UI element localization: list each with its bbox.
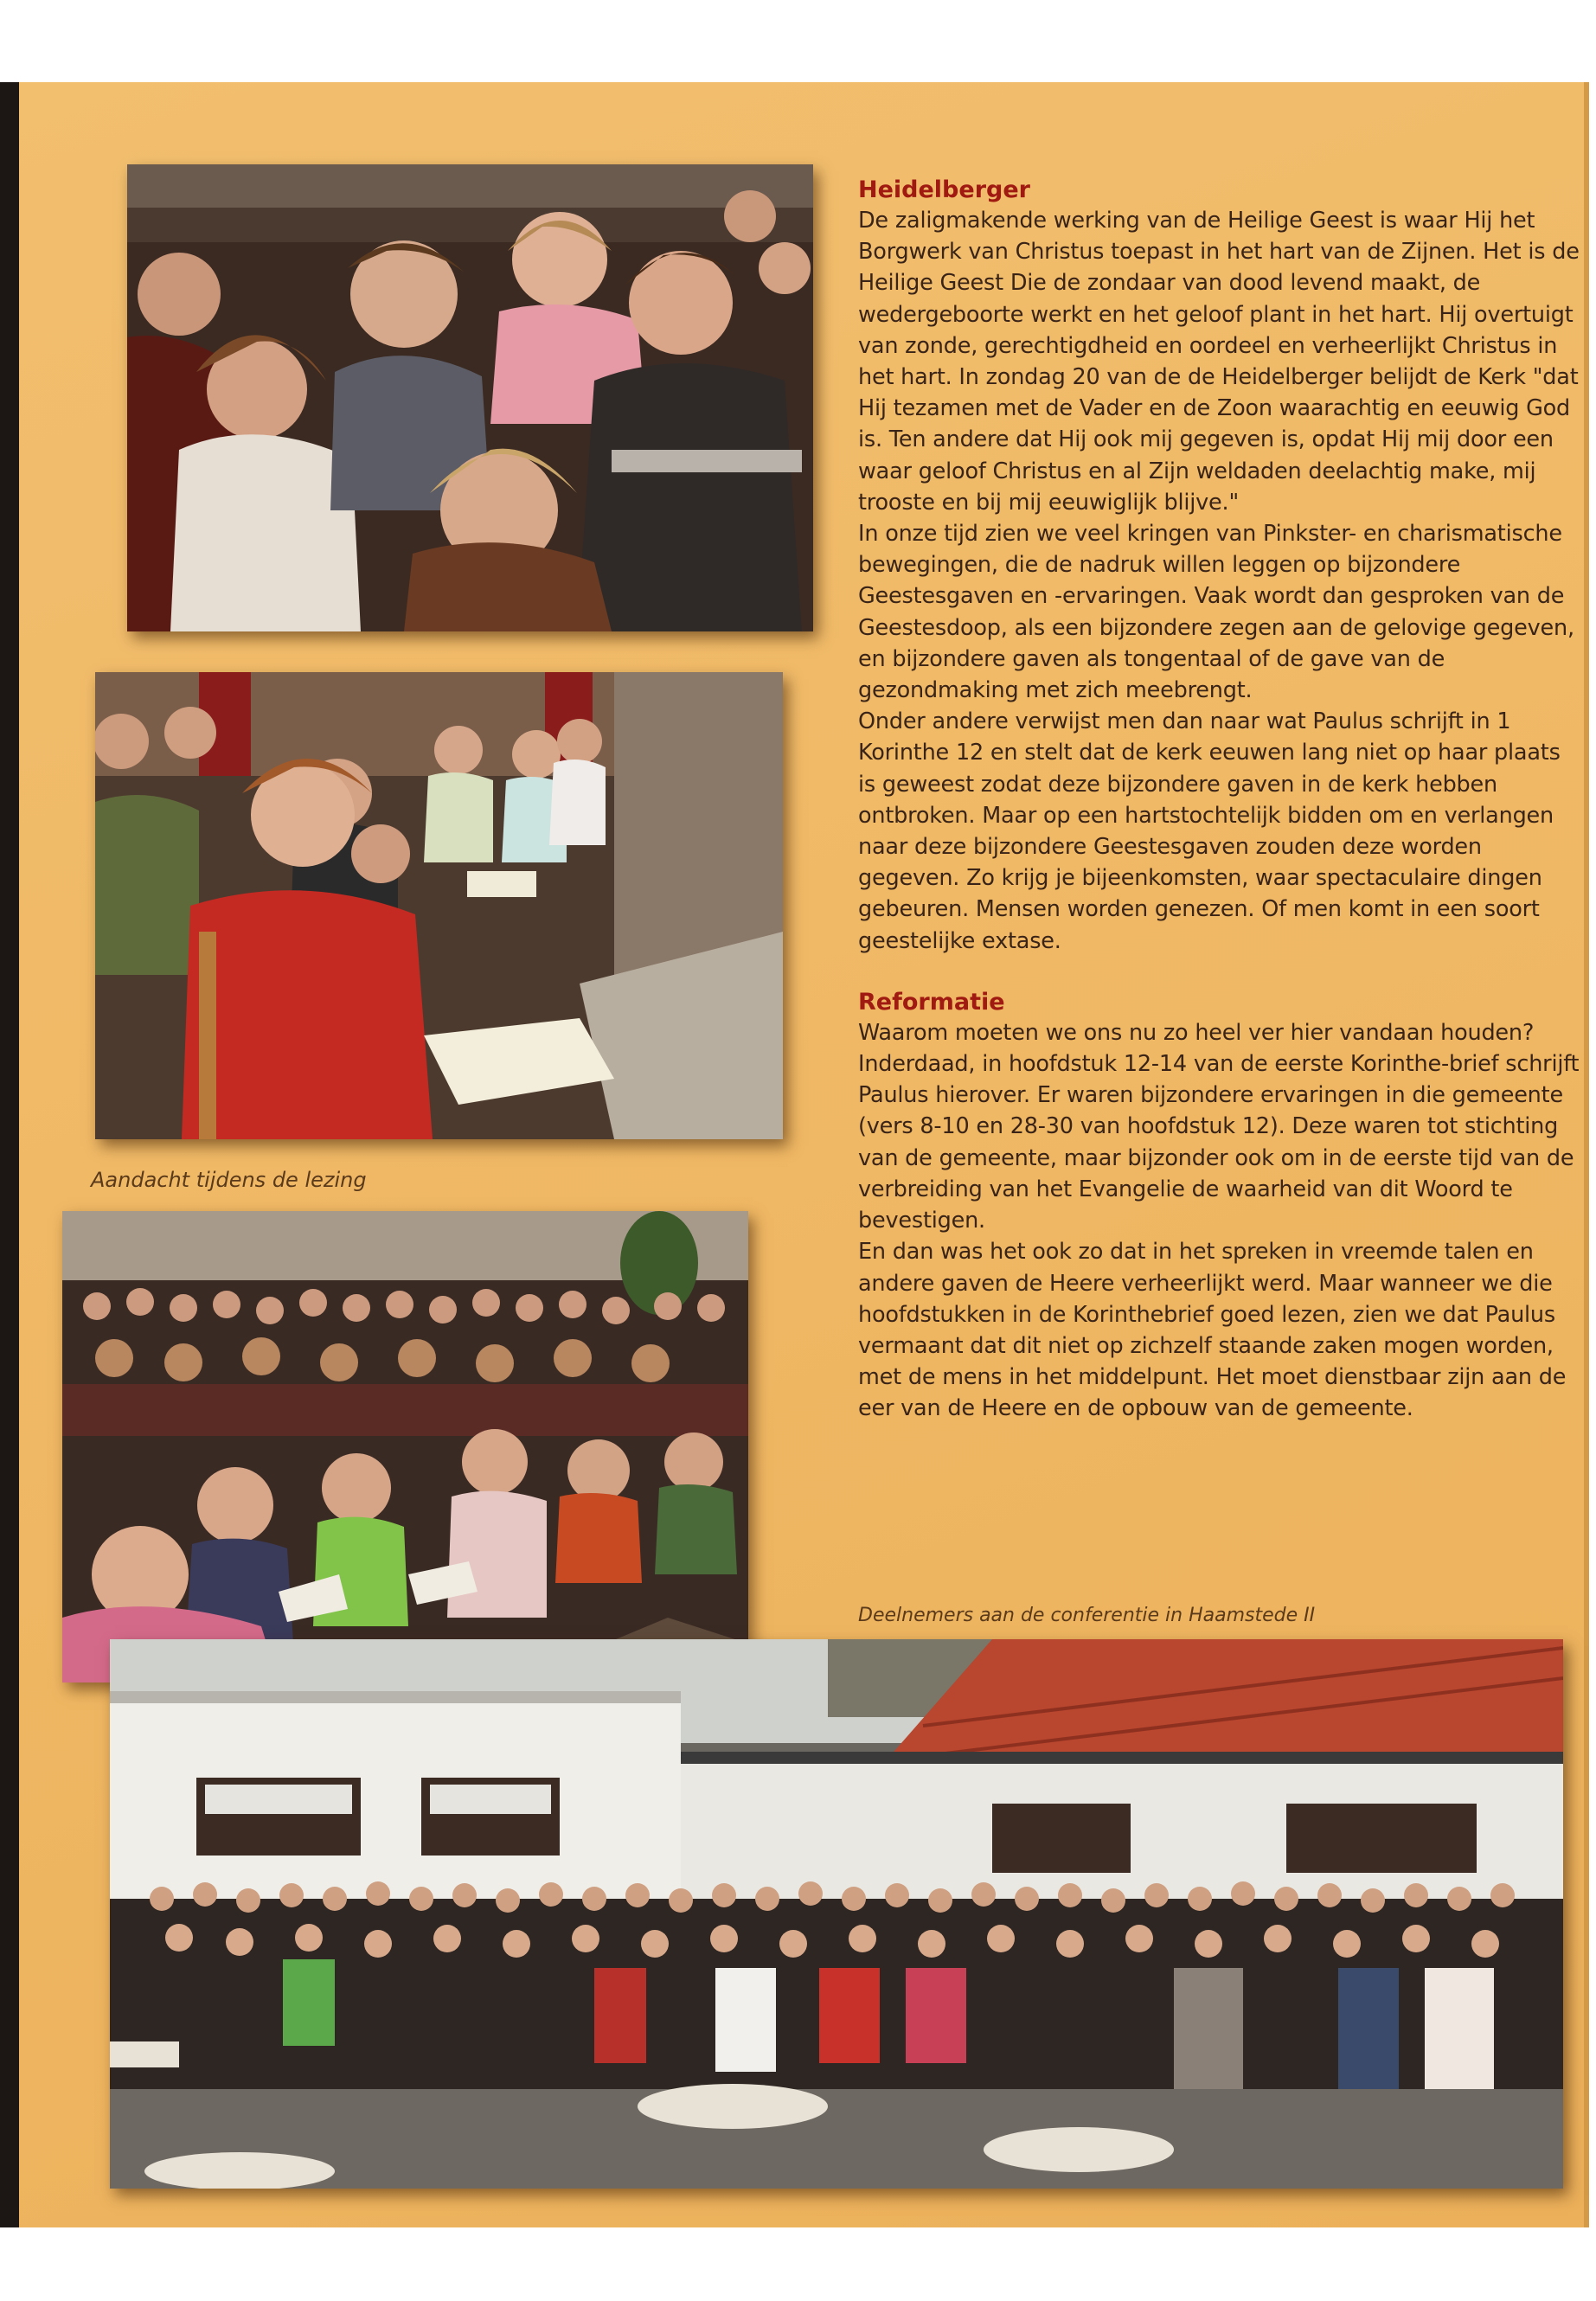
paragraph: Onder andere verwijst men dan naar wat Paulus schrijft in 1 Korinthe 12 en stelt dat de kerk eeuwen lang niet op haar plaats is geweest zodat deze bijzondere gaven in de kerk hebben ontbroken. Maar op een hartstochtelijk bidden om en verlangen naar deze bijzondere Geestesgaven zouden deze worden gegeven. Zo krijg je bijeenkomsten, waar spectaculaire dingen gebeuren. Mensen worden genezen. Of men komt in een soort geestelijke extase. <box>858 708 1561 954</box>
heading-heidelberger: Heidelberger <box>858 176 1030 203</box>
scan-edge <box>0 82 19 2227</box>
paragraph: De zaligmakende werking van de Heilige Geest is waar Hij het Borgwerk van Christus toepast in het hart van de Zijnen. Het is de Heilige Geest Die de zondaar van dood levend maakt, de wedergeboorte werkt en het geloof plant in het hart. Hij overtuigt van zonde, gerechtigdheid en oordeel en verheerlijkt Christus in het hart. In zondag 20 van de de Heidelberger belijdt de Kerk "dat Hij tezamen met de Vader en de Zoon waarachtig en eeuwig God is. Ten andere dat Hij ook mij gegeven is, opdat Hij mij door een waar geloof Christus en al Zijn weldaden deelachtig make, mij trooste en bij mij eeuwiglijk blijve." <box>858 208 1580 516</box>
caption-group: Deelnemers aan de conferentie in Haamstede II <box>858 1605 1316 1626</box>
paragraph: In onze tijd zien we veel kringen van Pinkster- en charismatische bewegingen, die de nadruk willen leggen op bijzondere Geestesgaven en -ervaringen. Vaak wordt dan gesproken van de Geestesdoop, als een bijzondere zegen aan de gelovige gegeven, en bijzondere gaven als tongentaal of de gave van de gezondmaking met zich meebrengt. <box>858 521 1574 704</box>
caption-lecture: Aandacht tijdens de lezing <box>91 1168 367 1192</box>
photo-group-conference <box>110 1639 1563 2189</box>
article-body <box>858 176 1580 1425</box>
photo-audience-notebooks <box>95 672 783 1139</box>
paragraph: Waarom moeten we ons nu zo heel ver hier vandaan houden? Inderdaad, in hoofdstuk 12-14 van de eerste Korinthe-brief schrijft Paulus hierover. Er waren bijzondere ervaringen in die gemeente (vers 8-10 en 28-30 van hoofdstuk 12). Deze waren tot stichting van de gemeente, maar bijzonder ook om in de eerste tijd van de verbreiding van het Evangelie de waarheid van dit Woord te bevestigen. <box>858 1019 1580 1234</box>
page-edge <box>1584 82 1589 2227</box>
photo-audience-closeup <box>127 164 813 631</box>
photo-hall-audience <box>62 1211 748 1682</box>
magazine-page <box>19 82 1589 2227</box>
heading-reformatie: Reformatie <box>858 988 1005 1016</box>
paragraph: En dan was het ook zo dat in het spreken in vreemde talen en andere gaven de Heere verheerlijkt werd. Maar wanneer we die hoofdstukken in de Korinthebrief goed lezen, zien we dat Paulus vermaant dat dit niet op zichzelf staande zaken mogen worden, met de mens in het middelpunt. Het moet dienstbaar zijn aan de eer van de Heere en de opbouw van de gemeente. <box>858 1239 1567 1422</box>
